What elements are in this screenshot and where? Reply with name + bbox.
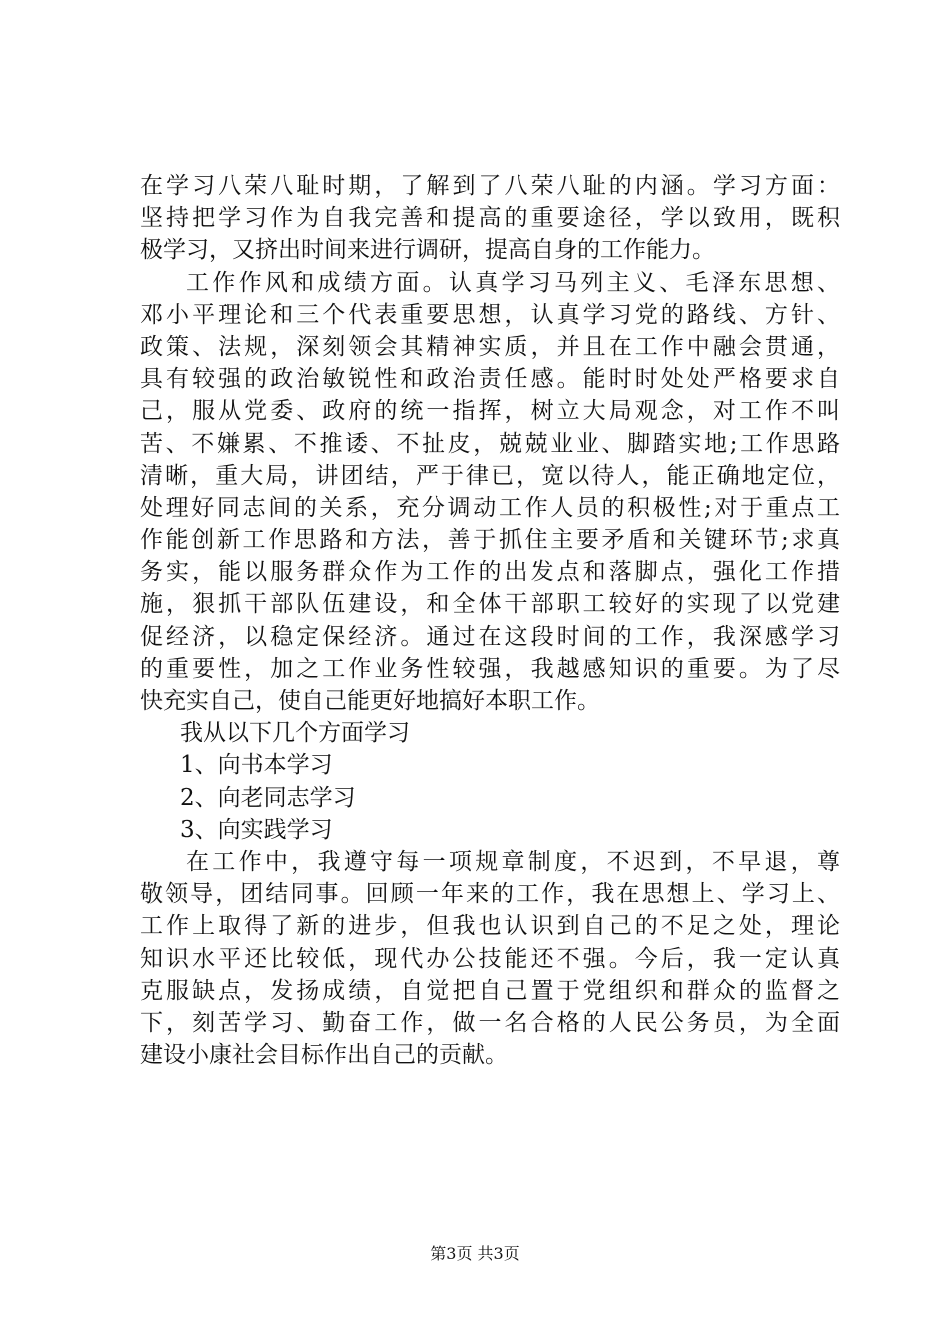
text-line: 工作上取得了新的进步，但我也认识到自己的不足之处，理论 bbox=[140, 913, 840, 940]
text-line: 建设小康社会目标作出自己的贡献。 bbox=[140, 1042, 508, 1069]
text-line: 邓小平理论和三个代表重要思想，认真学习党的路线、方针、 bbox=[140, 301, 840, 328]
text-line: 在工作中，我遵守每一项规章制度，不迟到，不早退，尊 bbox=[186, 848, 840, 875]
text-line: 快充实自己，使自己能更好地搞好本职工作。 bbox=[140, 688, 600, 714]
text-line: 的重要性，加之工作业务性较强，我越感知识的重要。为了尽 bbox=[140, 655, 840, 682]
text-line: 我从以下几个方面学习 bbox=[180, 720, 410, 747]
text-line: 苦、不嫌累、不推诿、不扯皮，兢兢业业、脚踏实地;工作思路 bbox=[140, 430, 840, 457]
text-line: 在学习八荣八耻时期，了解到了八荣八耻的内涵。学习方面： bbox=[140, 173, 840, 199]
list-item: 1、向书本学习 bbox=[180, 752, 333, 779]
list-item: 2、向老同志学习 bbox=[180, 784, 356, 811]
text-line: 务实，能以服务群众作为工作的出发点和落脚点，强化工作措 bbox=[140, 559, 840, 586]
text-line: 清晰，重大局，讲团结，严于律已，宽以待人，能正确地定位， bbox=[140, 462, 840, 489]
text-line: 具有较强的政治敏锐性和政治责任感。能时时处处严格要求自 bbox=[140, 366, 840, 393]
text-line: 己，服从党委、政府的统一指挥，树立大局观念，对工作不叫 bbox=[140, 398, 840, 425]
text-line: 促经济，以稳定保经济。通过在这段时间的工作，我深感学习 bbox=[140, 623, 840, 650]
text-line: 克服缺点，发扬成绩，自觉把自己置于党组织和群众的监督之 bbox=[140, 977, 840, 1004]
text-line: 敬领导，团结同事。回顾一年来的工作，我在思想上、学习上、 bbox=[140, 881, 840, 908]
page-number-footer: 第3页 共3页 bbox=[430, 1244, 520, 1263]
text-line: 下，刻苦学习、勤奋工作，做一名合格的人民公务员，为全面 bbox=[140, 1009, 840, 1036]
text-line: 知识水平还比较低，现代办公技能还不强。今后，我一定认真 bbox=[140, 945, 840, 972]
text-line: 处理好同志间的关系，充分调动工作人员的积极性;对于重点工 bbox=[140, 494, 840, 521]
text-line: 施，狠抓干部队伍建设，和全体干部职工较好的实现了以党建 bbox=[140, 591, 840, 618]
text-line: 极学习，又挤出时间来进行调研，提高自身的工作能力。 bbox=[140, 237, 715, 264]
text-line: 政策、法规，深刻领会其精神实质，并且在工作中融会贯通， bbox=[140, 333, 840, 360]
document-body bbox=[140, 170, 840, 1071]
text-line: 作能创新工作思路和方法，善于抓住主要矛盾和关键环节;求真 bbox=[140, 527, 840, 554]
list-item: 3、向实践学习 bbox=[180, 816, 333, 843]
text-line: 工作作风和成绩方面。认真学习马列主义、毛泽东思想、 bbox=[186, 269, 840, 296]
text-line: 坚持把学习作为自我完善和提高的重要途径，学以致用，既积 bbox=[140, 205, 840, 232]
